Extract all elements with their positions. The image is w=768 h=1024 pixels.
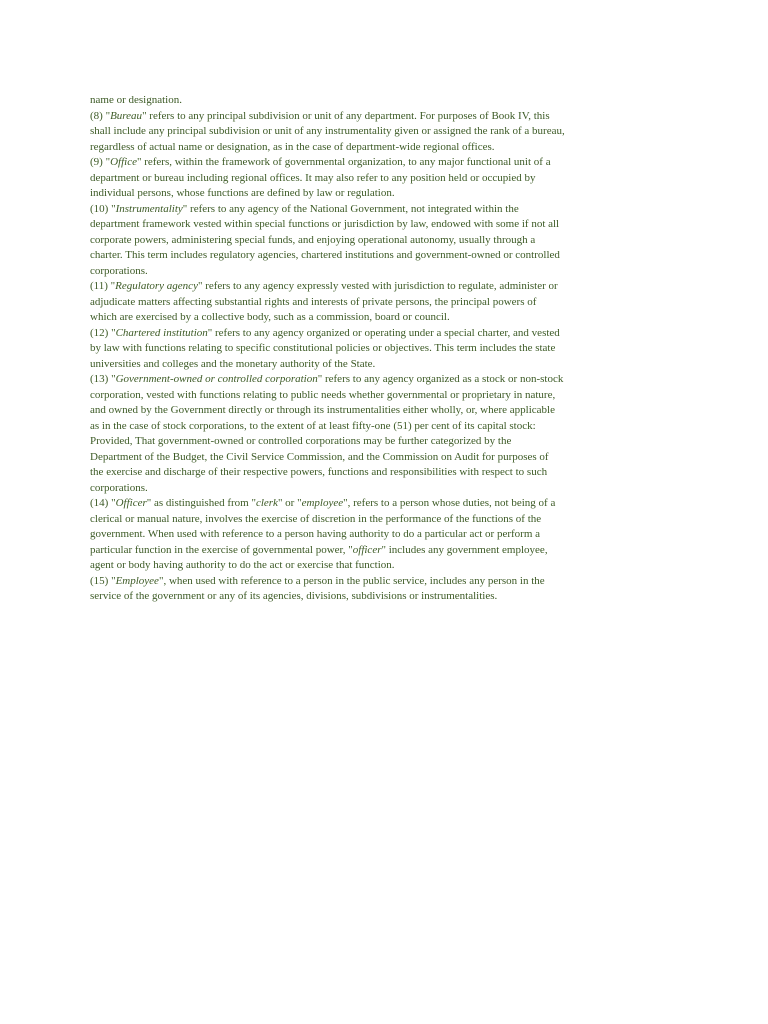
text-line — [90, 465, 630, 481]
text-segment: " refers to any agency expressly vested with jurisdiction to regulate, administer or — [197, 280, 558, 292]
text-segment: agent or body having authority to do the act or exercise that function. — [90, 559, 395, 571]
text-segment: the exercise and discharge of their respective powers, functions and responsibilities with respect to such — [90, 466, 548, 478]
text-segment: individual persons, whose functions are defined by law or regulation. — [90, 187, 395, 199]
text-segment: (15) " — [90, 574, 116, 587]
text-line — [90, 419, 630, 435]
text-segment: " includes any government employee, — [381, 543, 548, 556]
text-segment: charter. This term includes regulatory agencies, chartered institutions and government-owned or controlled — [90, 249, 560, 261]
text-segment: ", refers to a person whose duties, not being of a — [343, 497, 556, 509]
text-segment: and owned by the Government directly or through its instrumentalities either wholly, or, where applicable — [90, 404, 555, 416]
text-segment: ", when used with reference to a person in the public service, includes any person in the — [158, 574, 545, 587]
text-line — [90, 93, 630, 109]
defined-term: Government-owned or controlled corporation — [115, 373, 318, 385]
text-segment: corporation, vested with functions relating to public needs whether governmental or proprietary in nature, — [90, 388, 556, 401]
text-line — [90, 124, 630, 140]
text-segment: " refers to any agency of the National Government, not integrated within the — [182, 202, 519, 215]
text-segment: by law with functions relating to specific constitutional policies or objectives. This term includes the state — [90, 342, 556, 354]
text-line — [90, 481, 630, 497]
text-segment: (12) " — [90, 326, 116, 339]
text-segment: (11) " — [90, 280, 116, 292]
text-segment: name or designation. — [90, 94, 182, 106]
text-line — [90, 202, 630, 218]
text-line — [90, 295, 630, 311]
text-line — [90, 434, 630, 450]
text-line — [90, 171, 630, 187]
text-line — [90, 155, 630, 171]
text-line — [90, 512, 630, 528]
text-segment: (9) " — [90, 156, 111, 168]
defined-term: Bureau — [110, 109, 143, 122]
text-segment: (10) " — [90, 202, 116, 215]
defined-term: officer — [352, 543, 382, 556]
text-segment: (8) " — [90, 109, 111, 122]
text-line — [90, 326, 630, 342]
text-segment: " refers to any principal subdivision or unit of any department. For purposes of Book IV, this — [142, 109, 550, 122]
text-line — [90, 574, 630, 590]
text-line — [90, 248, 630, 264]
text-line — [90, 279, 630, 295]
text-line — [90, 496, 630, 512]
text-segment: government. When used with reference to a person having authority to do a particular act or perform a — [90, 528, 541, 540]
text-segment: corporations. — [90, 481, 148, 494]
text-segment: adjudicate matters affecting substantial rights and interests of private persons, the principal powers of — [90, 295, 537, 308]
defined-term: Regulatory agency — [115, 280, 198, 292]
text-segment: (13) " — [90, 373, 116, 385]
text-line — [90, 109, 630, 125]
defined-term: employee — [301, 497, 344, 509]
text-segment: corporations. — [90, 264, 148, 277]
text-line — [90, 372, 630, 388]
defined-term: Office — [110, 156, 137, 168]
text-line — [90, 388, 630, 404]
text-line — [90, 140, 630, 156]
defined-term: clerk — [255, 497, 278, 509]
text-line — [90, 558, 630, 574]
defined-term: Chartered institution — [115, 326, 208, 339]
text-segment: " as distinguished from " — [146, 497, 256, 509]
text-segment: " refers to any agency organized or operating under a special charter, and vested — [207, 326, 560, 339]
text-line — [90, 589, 630, 605]
text-line — [90, 264, 630, 280]
text-line — [90, 527, 630, 543]
text-segment: particular function in the exercise of governmental power, " — [90, 543, 353, 556]
text-line — [90, 217, 630, 233]
text-segment: Department of the Budget, the Civil Service Commission, and the Commission on Audit for purposes of — [90, 450, 549, 463]
text-segment: shall include any principal subdivision or unit of any instrumentality given or assigned the rank of a bureau, — [90, 125, 565, 137]
text-segment: " refers to any agency organized as a stock or non-stock — [317, 373, 564, 385]
text-segment: universities and colleges and the monetary authority of the State. — [90, 357, 376, 370]
text-line — [90, 341, 630, 357]
text-segment: " refers, within the framework of governmental organization, to any major functional unit of a — [136, 156, 551, 168]
text-line — [90, 403, 630, 419]
text-line — [90, 357, 630, 373]
defined-term: Instrumentality — [115, 202, 183, 215]
text-segment: department framework vested within special functions or jurisdiction by law, endowed with some if not all — [90, 218, 560, 230]
text-line — [90, 310, 630, 326]
text-segment: department or bureau including regional offices. It may also refer to any position held or occupied by — [90, 171, 536, 184]
text-segment: " or " — [277, 497, 302, 509]
text-segment: which are exercised by a collective body, such as a commission, board or council. — [90, 311, 450, 323]
defined-term: Officer — [115, 497, 147, 509]
text-segment: (14) " — [90, 497, 116, 509]
text-segment: corporate powers, administering special funds, and enjoying operational autonomy, usually through a — [90, 233, 536, 246]
text-line — [90, 233, 630, 249]
text-segment: regardless of actual name or designation, as in the case of department-wide regional offices. — [90, 140, 495, 153]
text-segment: clerical or manual nature, involves the exercise of discretion in the performance of the functions of the — [90, 512, 542, 525]
text-line — [90, 543, 630, 559]
text-segment: service of the government or any of its agencies, divisions, subdivisions or instrumentalities. — [90, 590, 498, 602]
defined-term: Employee — [115, 574, 159, 587]
text-line — [90, 450, 630, 466]
text-segment: Provided, That government-owned or controlled corporations may be further categorized by the — [90, 435, 512, 447]
document-body-text — [90, 93, 630, 605]
text-segment: as in the case of stock corporations, to the extent of at least fifty-one (51) per cent of its capital stock: — [90, 419, 536, 432]
text-line — [90, 186, 630, 202]
